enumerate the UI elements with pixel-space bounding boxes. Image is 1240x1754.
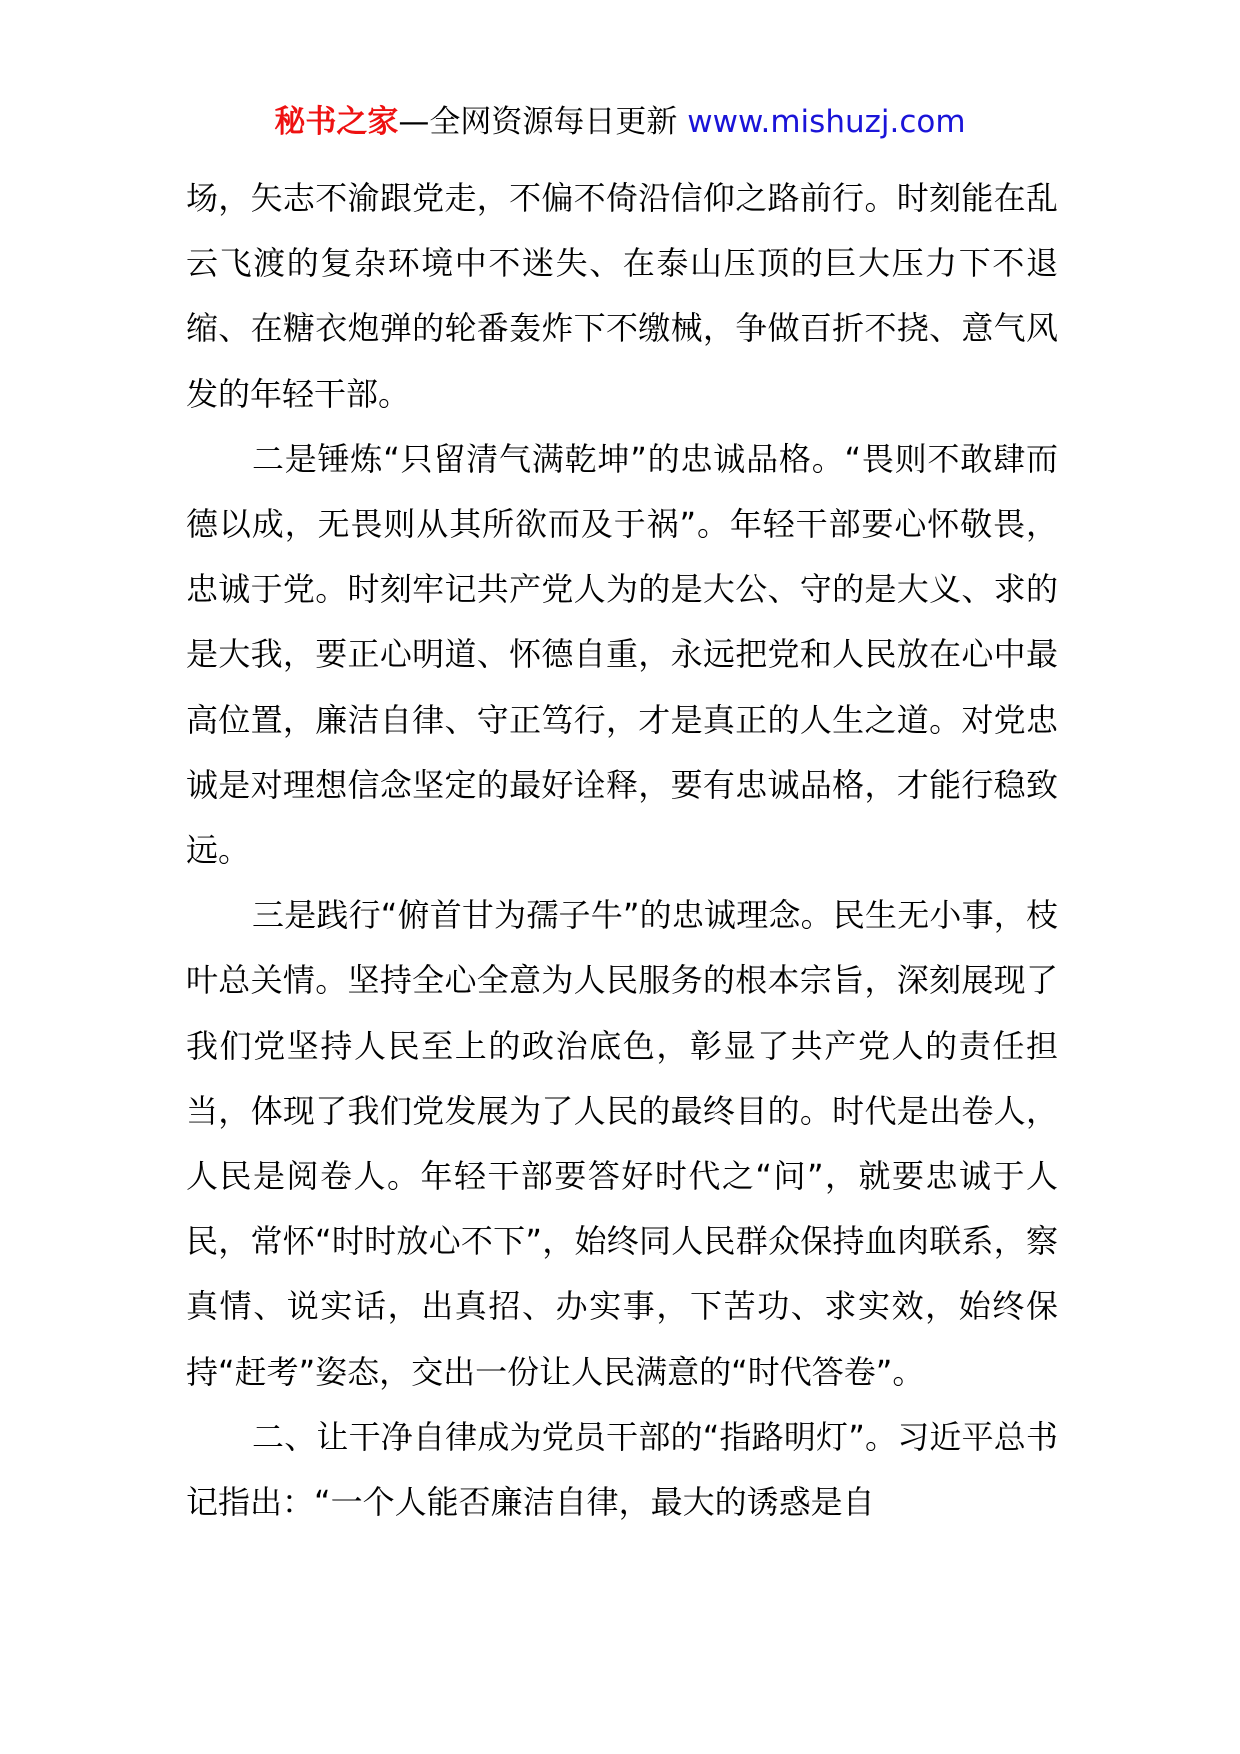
document-body bbox=[186, 166, 1058, 1535]
site-tagline: —全网资源每日更新 bbox=[398, 104, 678, 140]
page-header bbox=[0, 100, 1240, 144]
paragraph-loyalty-concept: 三是践行“俯首甘为孺子牛”的忠诚理念。民生无小事，枝叶总关情。坚持全心全意为人民服务的根本宗旨，深刻展现了我们党坚持人民至上的政治底色，彰显了共产党人的责任担当，体现了我们党发展为了人民的最终目的。时代是出卷人，人民是阅卷人。年轻干部要答好时代之“问”，就要忠诚于人民，常怀“时时放心不下”，始终同人民群众保持血肉联系，察真情、说实话，出真招、办实事，下苦功、求实效，始终保持“赶考”姿态，交出一份让人民满意的“时代答卷”。 bbox=[186, 896, 1058, 1391]
site-brand: 秘书之家 bbox=[274, 104, 399, 140]
site-url-link[interactable]: www.mishuzj.com bbox=[687, 104, 966, 140]
paragraph-section-two: 二、让干净自律成为党员干部的“指路明灯”。习近平总书记指出：“一个人能否廉洁自律，最大的诱惑是自 bbox=[186, 1417, 1058, 1522]
paragraph-loyalty-character: 二是锤炼“只留清气满乾坤”的忠诚品格。“畏则不敢肆而德以成，无畏则从其所欲而及于祸”。年轻干部要心怀敬畏，忠诚于党。时刻牢记共产党人为的是大公、守的是大义、求的是大我，要正心明道、怀德自重，永远把党和人民放在心中最高位置，廉洁自律、守正笃行，才是真正的人生之道。对党忠诚是对理想信念坚定的最好诠释，要有忠诚品格，才能行稳致远。 bbox=[186, 439, 1058, 870]
paragraph-continuation: 场，矢志不渝跟党走，不偏不倚沿信仰之路前行。时刻能在乱云飞渡的复杂环境中不迷失、在泰山压顶的巨大压力下不退缩、在糖衣炮弹的轮番轰炸下不缴械，争做百折不挠、意气风发的年轻干部。 bbox=[186, 179, 1058, 413]
